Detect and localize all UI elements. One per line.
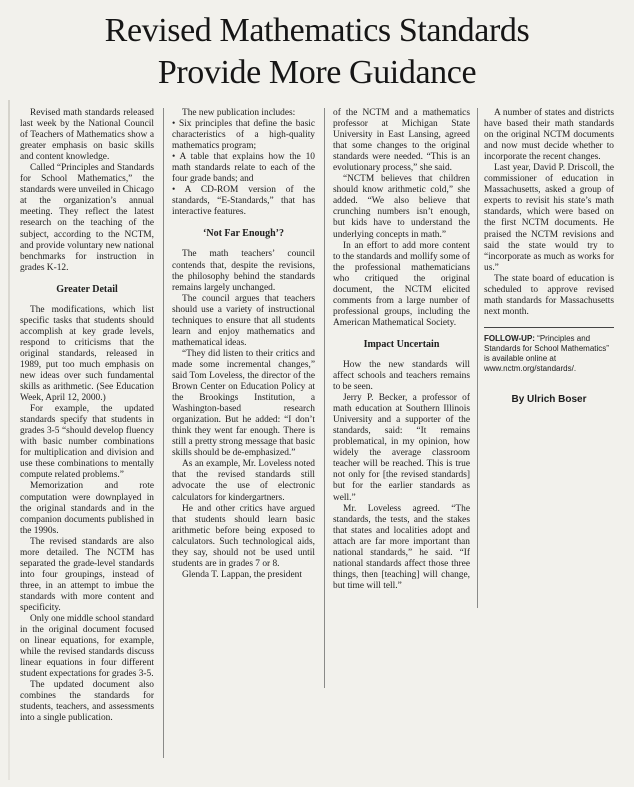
paragraph: The revised standards are also more detailed. The NCTM has separated the grade-level standards into four groupings, instead of three, in an attempt to imbue the standards with more content and specificity. <box>20 536 154 613</box>
paragraph: As an example, Mr. Loveless noted that the revised standards still advocate the use of electronic calculators for kindergartners. <box>172 459 315 503</box>
paragraph: The math teachers’ council contends that, despite the revisions, the philosophy behind the standards remains largely unchanged. <box>172 249 315 293</box>
paragraph: Only one middle school standard in the original document focused on linear equations, for example, while the revised standards discuss linear equations in four different student expectations for grades 3-5. <box>20 614 154 680</box>
follow-up-label: FOLLOW-UP: <box>484 333 535 343</box>
paragraph: Jerry P. Becker, a professor of math education at Southern Illinois University and a supporter of the standards, said: “It remains problematical, in my opinion, how widely the average classroom teacher will be reached. This is true not only for [the revised standards] but for the earlier standards as well.” <box>333 393 470 503</box>
subheading-greater-detail: Greater Detail <box>56 283 118 295</box>
paragraph: He and other critics have argued that students should learn basic arithmetic before being exposed to calculators. Such technological aids, they say, should not be used until students are in grades 7 or 8. <box>172 503 315 569</box>
paragraph: In an effort to add more content to the standards and mollify some of the professional mathematicians who critiqued the original document, the NCTM elicited comments from a large number of professional groups, including the American Mathematical Society. <box>333 240 470 328</box>
bullet-item: • A table that explains how the 10 math standards relate to each of the four grade bands; and <box>172 152 315 185</box>
paragraph: How the new standards will affect schools and teachers remains to be seen. <box>333 359 470 393</box>
clipping-edge <box>8 100 10 780</box>
follow-up-note <box>484 334 614 374</box>
paragraph: A number of states and districts have based their math standards on the original NCTM documents and now must decide whether to incorporate the recent changes. <box>484 108 614 163</box>
byline: By Ulrich Boser <box>511 394 587 405</box>
paragraph: The new publication includes: <box>182 108 296 118</box>
column-3 <box>333 108 470 608</box>
follow-up-text: “Principles and Standards for School Mathematics” is available online at www.nctm.org/standards/. <box>484 333 609 373</box>
column-rule <box>163 108 164 758</box>
subheading-not-far-enough: ‘Not Far Enough’? <box>203 228 284 240</box>
column-4 <box>484 108 614 508</box>
paragraph: of the NCTM and a mathematics professor at Michigan State University in East Lansing, agreed that some changes to the original standards were needed. “This is an evolutionary process,” she said. <box>333 108 470 174</box>
paragraph: Revised math standards released last week by the National Council of Teachers of Mathematics show a greater emphasis on basic skills and content knowledge. <box>20 108 154 163</box>
column-1 <box>20 108 154 758</box>
paragraph: “NCTM believes that children should know arithmetic cold,” she added. “We also believe that crunching numbers isn’t enough, but kids have to understand the underlying concepts in math.” <box>333 174 470 240</box>
paragraph: Memorization and rote computation were downplayed in the original standards and in the companion documents published in the 1990s. <box>20 481 154 536</box>
paragraph: The modifications, which list specific tasks that students should accomplish at key grade levels, respond to criticisms that the original standards, released in 1989, put too much emphasis on new ideas over such fundamental skills as arithmetic. (See Education Week, April 12, 2000.) <box>20 304 154 404</box>
follow-up-rule <box>484 327 614 328</box>
bullet-item: • Six principles that define the basic characteristics of a high-quality mathematics program; <box>172 119 315 152</box>
paragraph: For example, the updated standards specify that students in grades 3-5 “should develop fluency with basic number combinations for multiplication and division and use these combinations to mentally compute related problems.” <box>20 404 154 481</box>
column-rule <box>324 108 325 688</box>
paragraph: The state board of education is scheduled to approve revised math standards for Massachusetts next month. <box>484 273 614 317</box>
paragraph: The updated document also combines the standards for students, teachers, and assessments into a single publication. <box>20 680 154 724</box>
headline-line-2: Provide More Guidance <box>157 54 477 91</box>
bullet-item: • A CD-ROM version of the standards, “E-Standards,” that has interactive features. <box>172 185 315 218</box>
headline-line-1: Revised Mathematics Standards <box>104 12 530 49</box>
paragraph: Mr. Loveless agreed. “The standards, the tests, and the stakes that states and localities adopt and attach are far more important than national standards,” he said. “If national standards affect those three things, then [teaching] will change, but time will tell.” <box>333 503 470 591</box>
paragraph: Glenda T. Lappan, the president <box>182 569 302 580</box>
paragraph: Called “Principles and Standards for School Mathematics,” the standards were unveiled in Chicago at the organization’s annual meeting. They reflect the latest research on the teaching of the subject, according to the NCTM, and provide voluntary new national benchmarks for instruction in grades K-12. <box>20 163 154 273</box>
subheading-impact-uncertain: Impact Uncertain <box>363 338 440 350</box>
headline <box>0 10 634 94</box>
column-rule <box>477 108 478 608</box>
column-2 <box>172 108 315 688</box>
paragraph: The council argues that teachers should use a variety of instructional techniques to ensure that all students learn and enjoy mathematics and mathematical ideas. <box>172 293 315 348</box>
paragraph: “They did listen to their critics and made some incremental changes,” said Tom Loveless, the director of the Brown Center on Education Policy at the Brookings Institution, a Washington-based research organization. But he added: “I don’t think they went far enough. There is still a pretty strong message that basic skills should be de-emphasized.” <box>172 348 315 459</box>
paragraph: Last year, David P. Driscoll, the commissioner of education in Massachusetts, asked a group of experts to revisit his state’s math standards, which were based on the first NCTM documents. He praised the NCTM revisions and said the state would try to “incorporate as much as works for us.” <box>484 163 614 273</box>
